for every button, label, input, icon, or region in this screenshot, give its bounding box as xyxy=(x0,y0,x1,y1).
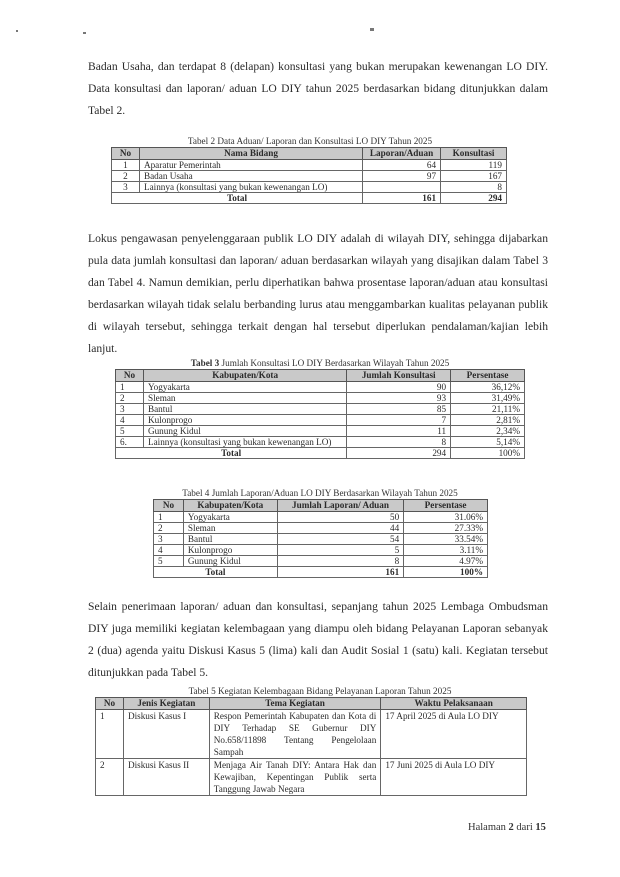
cell-no: 1 xyxy=(112,160,140,171)
cell-persen: 4.97% xyxy=(404,556,488,567)
cell-bidang: Aparatur Pemerintah xyxy=(139,160,362,171)
cell-jumlah: 44 xyxy=(277,523,403,534)
cell-jumlah: 54 xyxy=(277,534,403,545)
paragraph-3: Selain penerimaan laporan/ aduan dan konsultasi, sepanjang tahun 2025 Lembaga Ombudsman DIY juga memiliki kegiatan kelembagaan yang diampu oleh bidang Pelayanan Laporan sebanyak 2 (dua) agenda yaitu Diskusi Kasus 5 (lima) kali dan Audit Sosial 1 (satu) kali. Kegiatan tersebut ditunjukkan pada Tabel 5. xyxy=(88,600,548,679)
cell-konsultasi: 119 xyxy=(441,160,507,171)
table-3 xyxy=(115,369,525,459)
header-nama-bidang: Nama Bidang xyxy=(139,148,362,160)
total-row xyxy=(112,193,507,204)
cell-konsultasi: 8 xyxy=(441,182,507,193)
cell-persen: 27.33% xyxy=(404,523,488,534)
table5-caption: Tabel 5 Kegiatan Kelembagaan Bidang Pelayanan Laporan Tahun 2025 xyxy=(188,686,452,696)
cell-wilayah: Yogyakarta xyxy=(183,512,277,523)
cell-wilayah: Sleman xyxy=(183,523,277,534)
header-konsultasi: Konsultasi xyxy=(441,148,507,160)
header-no: No xyxy=(116,370,144,382)
cell-wilayah: Kulonprogo xyxy=(183,545,277,556)
cell-no: 2 xyxy=(116,393,144,404)
cell-no: 1 xyxy=(96,710,124,759)
header-no: No xyxy=(96,698,124,710)
total-persen: 100% xyxy=(451,448,525,459)
header-kabupaten-kota: Kabupaten/Kota xyxy=(183,500,277,512)
table-row xyxy=(96,759,527,796)
header-no: No xyxy=(112,148,140,160)
cell-jenis: Diskusi Kasus II xyxy=(123,759,209,796)
cell-no: 3 xyxy=(154,534,184,545)
cell-wilayah: Bantul xyxy=(183,534,277,545)
table-2 xyxy=(111,147,507,204)
cell-bidang: Badan Usaha xyxy=(139,171,362,182)
cell-no: 3 xyxy=(112,182,140,193)
table-row xyxy=(154,545,488,556)
table-row xyxy=(154,512,488,523)
footer-middle: dari xyxy=(513,822,536,833)
footer-prefix: Halaman xyxy=(468,822,509,833)
table-row xyxy=(154,534,488,545)
total-label: Total xyxy=(154,567,278,578)
scan-speck xyxy=(16,30,18,32)
cell-bidang: Lainnya (konsultasi yang bukan kewenangan LO) xyxy=(139,182,362,193)
cell-wilayah: Gunung Kidul xyxy=(143,426,346,437)
header-jumlah-laporan: Jumlah Laporan/ Aduan xyxy=(277,500,403,512)
cell-no: 5 xyxy=(154,556,184,567)
table-row xyxy=(112,182,507,193)
table3-caption xyxy=(110,358,530,368)
cell-persen: 36,12% xyxy=(451,382,525,393)
cell-persen: 5,14% xyxy=(451,437,525,448)
paragraph-2: Lokus pengawasan penyelenggaraan publik LO DIY adalah di wilayah DIY, sehingga dijabarkan pula data jumlah konsultasi dan laporan/ aduan berdasarkan wilayah yang disajikan dalam Tabel 3 dan Tabel 4. Namun demikian, perlu diperhatikan bahwa prosentase laporan/aduan atau konsultasi berdasarkan wilayah tidak selalu berbanding lurus atau menggambarkan kualitas pelayanan publik di wilayah tersebut, sehingga terkait dengan hal tersebut diperlukan pendalaman/kajian lebih lanjut. xyxy=(88,232,548,355)
cell-jumlah: 8 xyxy=(277,556,403,567)
table-row xyxy=(112,160,507,171)
total-jumlah: 294 xyxy=(347,448,451,459)
header-persentase: Persentase xyxy=(404,500,488,512)
cell-laporan: 97 xyxy=(363,171,441,182)
total-label: Total xyxy=(116,448,347,459)
cell-konsultasi: 167 xyxy=(441,171,507,182)
header-waktu-pelaksanaan: Waktu Pelaksanaan xyxy=(381,698,527,710)
table-row xyxy=(116,426,525,437)
cell-persen: 21,11% xyxy=(451,404,525,415)
total-konsultasi: 294 xyxy=(441,193,507,204)
footer-total-pages: 15 xyxy=(535,822,546,833)
table-row xyxy=(116,437,525,448)
cell-wilayah: Sleman xyxy=(143,393,346,404)
cell-no: 3 xyxy=(116,404,144,415)
cell-persen: 3.11% xyxy=(404,545,488,556)
table3-caption-label: Tabel 3 xyxy=(190,358,220,368)
cell-no: 1 xyxy=(116,382,144,393)
cell-waktu: 17 Juni 2025 di Aula LO DIY xyxy=(381,759,527,796)
total-row xyxy=(154,567,488,578)
cell-no: 5 xyxy=(116,426,144,437)
table-row xyxy=(116,393,525,404)
cell-wilayah: Yogyakarta xyxy=(143,382,346,393)
cell-persen: 2,81% xyxy=(451,415,525,426)
table-row xyxy=(154,523,488,534)
table4-caption: Tabel 4 Jumlah Laporan/Aduan LO DIY Berdasarkan Wilayah Tahun 2025 xyxy=(182,488,458,498)
cell-persen: 31,49% xyxy=(451,393,525,404)
cell-waktu: 17 April 2025 di Aula LO DIY xyxy=(381,710,527,759)
table-4 xyxy=(153,499,488,578)
total-row xyxy=(116,448,525,459)
cell-tema: Respon Pemerintah Kabupaten dan Kota di DIY Terhadap SE Gubernur DIY No.658/11898 Tentang Pengelolaan Sampah xyxy=(209,710,381,759)
cell-jumlah: 90 xyxy=(347,382,451,393)
total-persen: 100% xyxy=(404,567,488,578)
cell-laporan: 64 xyxy=(363,160,441,171)
table-row xyxy=(154,556,488,567)
scan-speck xyxy=(370,28,374,31)
cell-no: 2 xyxy=(96,759,124,796)
total-jumlah: 161 xyxy=(277,567,403,578)
cell-laporan xyxy=(363,182,441,193)
page-footer xyxy=(468,822,546,833)
cell-no: 4 xyxy=(116,415,144,426)
cell-wilayah: Gunung Kidul xyxy=(183,556,277,567)
table-row xyxy=(112,171,507,182)
cell-wilayah: Lainnya (konsultasi yang bukan kewenangan LO) xyxy=(143,437,346,448)
footer-page-number: 2 xyxy=(508,822,514,833)
cell-no: 4 xyxy=(154,545,184,556)
header-laporan-aduan: Laporan/Aduan xyxy=(363,148,441,160)
table2-caption: Tabel 2 Data Aduan/ Laporan dan Konsultasi LO DIY Tahun 2025 xyxy=(187,136,433,146)
cell-wilayah: Bantul xyxy=(143,404,346,415)
cell-jumlah: 5 xyxy=(277,545,403,556)
cell-persen: 33.54% xyxy=(404,534,488,545)
total-label: Total xyxy=(112,193,363,204)
cell-persen: 31.06% xyxy=(404,512,488,523)
cell-no: 2 xyxy=(112,171,140,182)
header-tema-kegiatan: Tema Kegiatan xyxy=(209,698,381,710)
table3-caption-text: Jumlah Konsultasi LO DIY Berdasarkan Wilayah Tahun 2025 xyxy=(219,358,450,368)
cell-wilayah: Kulonprogo xyxy=(143,415,346,426)
cell-jumlah: 93 xyxy=(347,393,451,404)
table-row xyxy=(116,404,525,415)
cell-jumlah: 8 xyxy=(347,437,451,448)
header-kabupaten-kota: Kabupaten/Kota xyxy=(143,370,346,382)
cell-tema: Menjaga Air Tanah DIY: Antara Hak dan Kewajiban, Kepentingan Publik serta Tanggung Jawab Negara xyxy=(209,759,381,796)
cell-no: 6. xyxy=(116,437,144,448)
table-row xyxy=(96,710,527,759)
header-jenis-kegiatan: Jenis Kegiatan xyxy=(123,698,209,710)
table-row xyxy=(116,382,525,393)
cell-jenis: Diskusi Kasus I xyxy=(123,710,209,759)
scan-speck xyxy=(83,32,86,34)
cell-no: 1 xyxy=(154,512,184,523)
total-laporan: 161 xyxy=(363,193,441,204)
cell-persen: 2,34% xyxy=(451,426,525,437)
cell-jumlah: 85 xyxy=(347,404,451,415)
header-jumlah-konsultasi: Jumlah Konsultasi xyxy=(347,370,451,382)
cell-jumlah: 11 xyxy=(347,426,451,437)
header-persentase: Persentase xyxy=(451,370,525,382)
paragraph-1: Badan Usaha, dan terdapat 8 (delapan) konsultasi yang bukan merupakan kewenangan LO DIY. Data konsultasi dan laporan/ aduan LO DIY tahun 2025 berdasarkan bidang ditunjukkan dalam Tabel 2. xyxy=(88,60,548,117)
header-no: No xyxy=(154,500,184,512)
cell-jumlah: 7 xyxy=(347,415,451,426)
cell-jumlah: 50 xyxy=(277,512,403,523)
cell-no: 2 xyxy=(154,523,184,534)
table-5 xyxy=(95,697,527,796)
table-row xyxy=(116,415,525,426)
